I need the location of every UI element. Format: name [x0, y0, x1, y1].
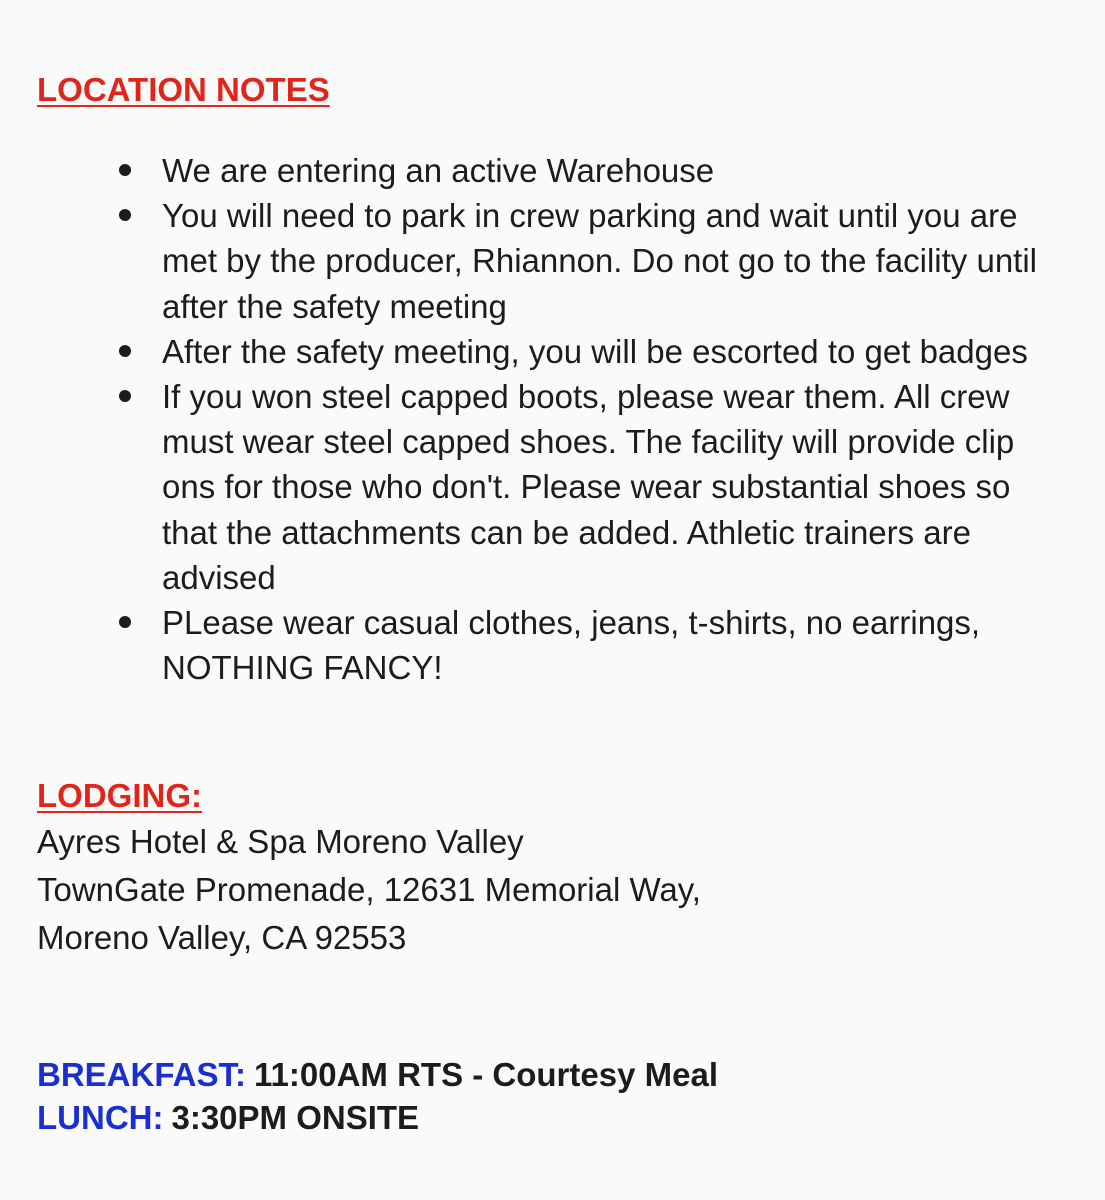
location-notes-heading: LOCATION NOTES	[37, 71, 330, 108]
bullet-icon	[119, 390, 131, 402]
list-item-text: PLease wear casual clothes, jeans, t-shirts, no earrings, NOTHING FANCY!	[162, 604, 981, 687]
list-item	[162, 374, 1062, 600]
bullet-icon	[119, 616, 131, 628]
list-item-text: You will need to park in crew parking and wait until you are met by the producer, Rhiannon. Do not go to the facility until after the safety meeting	[162, 197, 1038, 325]
address-line-2: Moreno Valley, CA 92553	[37, 919, 407, 956]
list-item	[162, 193, 1062, 329]
lunch-row	[37, 1096, 1037, 1139]
list-item	[162, 600, 1062, 690]
list-item	[162, 148, 1062, 193]
list-item-text: If you won steel capped boots, please wear them. All crew must wear steel capped shoes. The facility will provide clip ons for those who don't. Please wear substantial shoes so that the attachments can be added. Athletic trainers are advised	[162, 378, 1015, 596]
bullet-icon	[119, 345, 131, 357]
bullet-icon	[119, 209, 131, 221]
breakfast-row	[37, 1053, 1037, 1096]
lodging-address-block	[37, 818, 937, 962]
list-item-text: After the safety meeting, you will be escorted to get badges	[162, 332, 1028, 370]
meals-block	[37, 1053, 1037, 1139]
breakfast-label: BREAKFAST:	[37, 1056, 247, 1093]
bullet-icon	[119, 164, 131, 176]
lodging-heading: LODGING:	[37, 777, 202, 814]
list-item	[162, 329, 1062, 374]
lunch-value: 3:30PM ONSITE	[171, 1099, 420, 1136]
breakfast-value: 11:00AM RTS - Courtesy Meal	[254, 1056, 718, 1093]
lunch-label: LUNCH:	[37, 1099, 164, 1136]
address-line-1: TownGate Promenade, 12631 Memorial Way,	[37, 871, 701, 908]
location-notes-list	[162, 148, 1062, 690]
list-item-text: We are entering an active Warehouse	[162, 152, 715, 189]
hotel-name: Ayres Hotel & Spa Moreno Valley	[37, 823, 524, 860]
